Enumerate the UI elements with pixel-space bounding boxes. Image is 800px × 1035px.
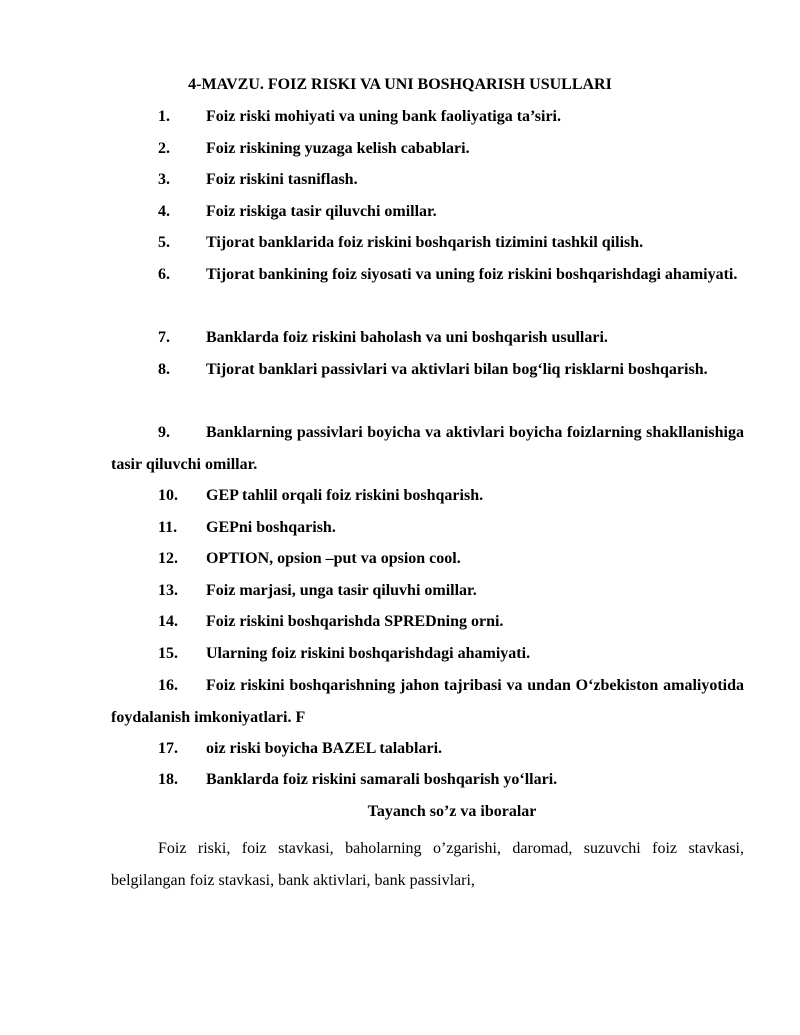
list-item (111, 196, 744, 228)
item-number: 9. (158, 424, 170, 441)
item-text: Foiz riski mohiyati va uning bank faoliyatiga ta’siri. (206, 108, 561, 125)
item-number: 2. (158, 140, 170, 157)
list-item (111, 133, 744, 165)
list-item (111, 259, 744, 291)
list-item (111, 480, 744, 512)
list-item (111, 733, 744, 765)
list-item (111, 764, 744, 796)
item-text: GEP tahlil orqali foiz riskini boshqarish. (206, 487, 484, 504)
item-number: 12. (158, 550, 178, 567)
list-item (111, 575, 744, 607)
item-text: Foiz riskini boshqarishning jahon tajribasi va undan O‘zbekiston amaliyotida foydalanish imkoniyatlari. F (111, 677, 744, 726)
keywords-heading: Tayanch so’z va iboralar (367, 803, 537, 820)
item-text: Tijorat banklarida foiz riskini boshqarish tizimini tashkil qilish. (206, 234, 644, 251)
list-item (111, 638, 744, 670)
list-item (111, 417, 744, 480)
item-text: Banklarda foiz riskini samarali boshqarish yo‘llari. (206, 771, 558, 788)
item-number: 7. (158, 329, 170, 346)
item-number: 5. (158, 234, 170, 251)
item-number: 17. (158, 740, 178, 757)
item-text: Foiz marjasi, unga tasir qiluvhi omillar. (206, 582, 477, 599)
item-text: Banklarning passivlari boyicha va aktivlari boyicha foizlarning shakllanishiga tasir qiluvchi omillar. (111, 424, 744, 473)
item-number: 16. (158, 677, 178, 694)
item-text: Foiz riskini boshqarishda SPREDning orni. (206, 613, 504, 630)
list-item (111, 354, 744, 386)
item-text: GEPni boshqarish. (206, 519, 336, 536)
list-item (111, 606, 744, 638)
item-text: Foiz riskini tasniflash. (206, 171, 358, 188)
list-item (111, 101, 744, 133)
item-number: 13. (158, 582, 178, 599)
item-text: Banklarda foiz riskini baholash va uni boshqarish usullari. (206, 329, 608, 346)
list-item (111, 670, 744, 733)
item-number: 4. (158, 203, 170, 220)
list-item (111, 543, 744, 575)
item-text: Foiz riskining yuzaga kelish cabablari. (206, 140, 470, 157)
keywords-paragraph: Foiz riski, foiz stavkasi, baholarning o’zgarishi, daromad, suzuvchi foiz stavkasi, belgilangan foiz stavkasi, bank aktivlari, bank passivlari, (111, 840, 744, 889)
item-text: Tijorat banklari passivlari va aktivlari bilan bog‘liq risklarni boshqarish. (206, 361, 708, 378)
item-number: 15. (158, 645, 178, 662)
item-number: 1. (158, 108, 170, 125)
item-text: OPTION, opsion –put va opsion cool. (206, 550, 461, 567)
list-item (111, 164, 744, 196)
list-item (111, 322, 744, 354)
item-number: 14. (158, 613, 178, 630)
item-number: 18. (158, 771, 178, 788)
item-text: Foiz riskiga tasir qiluvchi omillar. (206, 203, 437, 220)
item-number: 6. (158, 266, 170, 283)
item-text: Ularning foiz riskini boshqarishdagi ahamiyati. (206, 645, 531, 662)
list-item (111, 227, 744, 259)
item-number: 8. (158, 361, 170, 378)
page-title: 4-MAVZU. FOIZ RISKI VA UNI BOSHQARISH USULLARI (188, 76, 612, 93)
item-number: 10. (158, 487, 178, 504)
item-number: 11. (158, 519, 178, 536)
item-text: oiz riski boyicha BAZEL talablari. (206, 740, 443, 757)
item-text: Tijorat bankining foiz siyosati va uning foiz riskini boshqarishdagi ahamiyati. (206, 266, 738, 283)
item-number: 3. (158, 171, 170, 188)
list-item (111, 512, 744, 544)
